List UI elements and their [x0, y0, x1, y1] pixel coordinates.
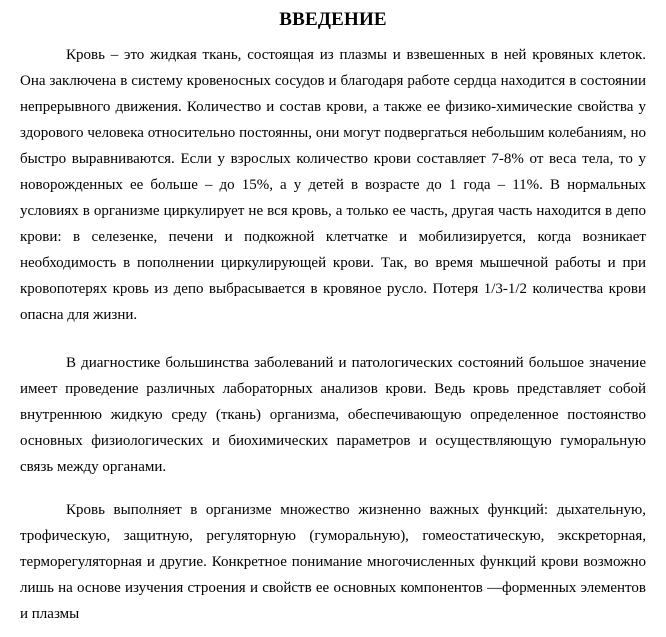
- paragraph-blood-functions: Кровь выполняет в организме множество жизненно важных функций: дыхательную, трофическую, защитную, регуляторную (гуморальную), гомеостатическую, экскреторная, терморегуляторная и другие. Конкретное понимание многочисленных функций крови возможно лишь на основе изучения строения и свойств ее основных компонентов —форменных элементов и плазмы: [20, 502, 646, 622]
- document-title: ВВЕДЕНИЕ: [279, 9, 387, 30]
- paragraph-blood-definition: Кровь – это жидкая ткань, состоящая из плазмы и взвешенных в ней кровяных клеток. Она заключена в систему кровеносных сосудов и благодаря работе сердца находится в состоянии непрерывного движения. Количество и состав крови, а также ее физико-химические свойства у здорового человека относительно постоянны, они могут подвергаться небольшим колебаниям, но быстро выравниваются. Если у взрослых количество крови составляет 7-8% от веса тела, то у новорожденных ее больше – до 15%, а у детей в возрасте до 1 года – 11%. В нормальных условиях в организме циркулирует не вся кровь, а только ее часть, другая часть находится в депо крови: в селезенке, печени и подкожной клетчатке и мобилизируется, когда возникает необходимость в пополнении циркулирующей крови. Так, во время мышечной работы и при кровопотерях кровь из депо выбрасывается в кровяное русло. Потеря 1/3-1/2 количества крови опасна для жизни.: [20, 47, 646, 323]
- paragraph-diagnostics: В диагностике большинства заболеваний и патологических состояний большое значение имеет проведение различных лабораторных анализов крови. Ведь кровь представляет собой внутреннюю жидкую среду (ткань) организма, обеспечивающую определенное постоянство основных физиологических и биохимических параметров и осуществляющую гуморальную связь между органами.: [20, 355, 646, 475]
